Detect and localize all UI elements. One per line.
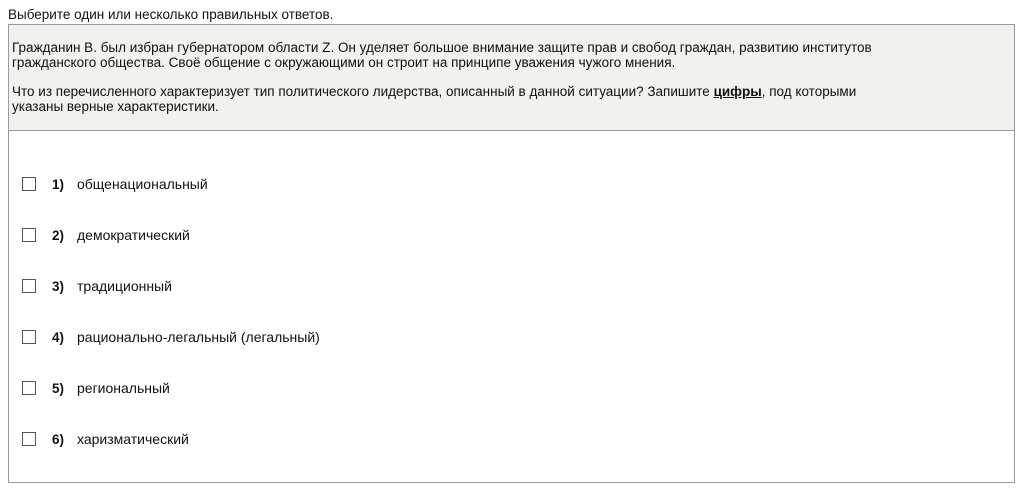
option-label: традиционный <box>77 278 172 294</box>
checkbox[interactable] <box>22 279 36 293</box>
question-scenario-line-2: гражданского общества. Своё общение с окружающими он строит на принципе уважения чужого мнения. <box>12 55 676 70</box>
checkbox[interactable] <box>22 228 36 242</box>
option-label: харизматический <box>77 431 189 447</box>
option-label: региональный <box>77 380 170 396</box>
option-number: 5) <box>52 380 65 396</box>
question-block <box>9 25 1014 131</box>
question-prompt <box>12 84 1006 114</box>
option-number: 2) <box>52 227 65 243</box>
checkbox[interactable] <box>22 330 36 344</box>
question-card <box>8 24 1015 483</box>
answer-option-6[interactable] <box>22 430 189 448</box>
question-scenario <box>12 40 1006 70</box>
question-prompt-end: , под которыми <box>761 84 857 99</box>
option-label: общенациональный <box>77 176 208 192</box>
option-label: демократический <box>77 227 190 243</box>
question-prompt-emphasis: цифры <box>713 84 762 99</box>
answer-option-2[interactable] <box>22 226 190 244</box>
checkbox[interactable] <box>22 432 36 446</box>
checkbox[interactable] <box>22 381 36 395</box>
answer-option-3[interactable] <box>22 277 172 295</box>
option-number: 4) <box>52 329 65 345</box>
answer-option-1[interactable] <box>22 175 208 193</box>
checkbox[interactable] <box>22 177 36 191</box>
option-number: 6) <box>52 431 65 447</box>
option-number: 3) <box>52 278 65 294</box>
question-scenario-line-1: Гражданин В. был избран губернатором области Z. Он уделяет большое внимание защите прав и свобод граждан, развитию институтов <box>12 40 872 55</box>
option-label: рационально-легальный (легальный) <box>77 329 320 345</box>
question-prompt-line-2: указаны верные характеристики. <box>12 99 219 114</box>
instruction-text: Выберите один или несколько правильных ответов. <box>8 7 334 22</box>
question-prompt-start: Что из перечисленного характеризует тип политического лидерства, описанный в данной ситуации? Запишите <box>12 84 714 99</box>
answer-option-4[interactable] <box>22 328 320 346</box>
answer-option-5[interactable] <box>22 379 170 397</box>
option-number: 1) <box>52 176 65 192</box>
